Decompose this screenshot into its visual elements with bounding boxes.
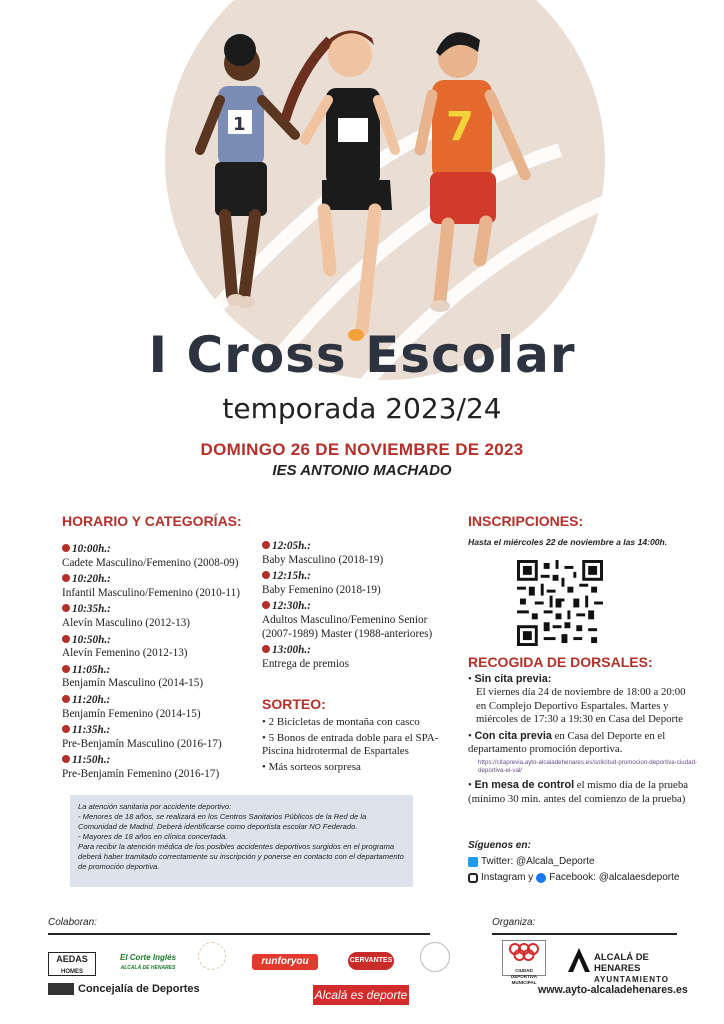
twitter-icon [468,857,478,867]
schedule-category: Baby Femenino (2018-19) [262,583,381,596]
ayuntamiento-city: ALCALÁ DE HENARES [594,952,649,974]
facebook-icon [536,873,546,883]
con-cita-label: Con cita previa [474,729,552,742]
social-heading: Síguenos en: [468,840,531,851]
sorteo-section [262,696,462,776]
dorsales-sin-cita: • Sin cita previa: El viernes día 24 de noviembre de 18:00 a 20:00 en Complejo Deportivo Espartales. Martes y miércoles de 17:30 a 19:30 en Casa del Deporte [468,673,698,727]
twitter-row[interactable] [468,856,698,867]
bullet-dot-icon [262,601,270,609]
dorsales-con-cita: • Con cita previa en Casa del Deporte en el departamento promoción deportiva. [468,729,666,756]
instagram-icon [468,873,478,883]
twitter-handle: Twitter: @Alcala_Deporte [481,856,595,867]
concejalia-label: Concejalía de Deportes [78,983,200,995]
bullet-dot-icon [262,541,270,549]
dorsales-heading: RECOGIDA DE DORSALES: [468,654,653,670]
schedule-time: 13:00h.: [272,644,311,657]
ciudad-deportiva-logo [502,940,546,985]
schedule-right-column [262,540,452,674]
bullet-dot-icon [62,604,70,612]
dorsales-mesa: • En mesa de control el mismo día de la prueba (mínimo 30 min. antes del comienzo de la prueba) [468,779,689,805]
bullet-dot-icon [62,695,70,703]
bullet-dot-icon [62,665,70,673]
concejalia-logo-icon [48,983,74,995]
corte-ingles-logo [120,953,176,973]
qr-code-icon[interactable] [517,560,603,646]
schedule-time: 12:05h.: [272,540,311,552]
school-seal-logo [420,942,450,972]
corte-ingles-city: ALCALÁ DE HENARES [120,965,176,971]
event-subtitle: temporada 2023/24 [222,392,502,425]
citaprevia-link[interactable]: https://citaprevia.ayto-alcaladehenares.es/solicitud-promocion-deportiva-ciudad-deportiva-el-val/ [478,759,698,775]
aedas-logo [48,952,96,976]
schedule-entry [262,644,452,671]
bullet-dot-icon [62,544,70,552]
schedule-time: 11:05h.: [72,663,111,676]
inscripciones-heading: INSCRIPCIONES: [468,513,584,529]
note-line: Para recibir la atención médica de los posibles accidentes deportivos surgidos en el programa deberá haber tramitado correctamente su inscripción y ponerse en contacto con el departamento de promoción deportiva. [78,842,404,871]
ayuntamiento-logo [594,952,684,985]
corte-ingles-text: El Corte Inglés [120,953,177,962]
sorteo-item: • 5 Bonos de entrada doble para el SPA-Piscina hidrotermal de Espartales [262,731,439,757]
schedule-category: Alevín Masculino (2012-13) [62,616,191,629]
schedule-category: Adultos Masculino/Femenino Senior (2007-1989) Master (1988-anteriores) [262,613,433,640]
schedule-entry [262,600,452,641]
mesa-label: En mesa de control [474,779,575,792]
bullet-dot-icon [62,725,70,733]
schedule-entry [62,754,262,781]
sin-cita-text: El viernes día 24 de noviembre de 18:00 a 20:00 en Complejo Deportivo Espartales. Martes y miércoles de 17:30 a 19:30 en Casa del Deporte [476,686,686,726]
footer-divider-right [492,933,677,935]
schedule-category: Baby Masculino (2018-19) [262,553,384,566]
schedule-category: Infantil Masculino/Femenino (2010-11) [62,586,240,599]
alcala-es-deporte-logo: Alcalá es deporte [313,985,409,1005]
olympic-rings-icon [503,941,545,963]
schedule-heading: HORARIO Y CATEGORÍAS: [62,513,242,529]
schedule-entry [62,664,262,691]
schedule-category: Pre-Benjamín Femenino (2016-17) [62,767,220,780]
schedule-category: Benjamín Femenino (2014-15) [62,707,201,720]
sorteo-heading: SORTEO: [262,696,326,712]
schedule-time: 11:35h.: [72,724,111,737]
schedule-category: Alevín Femenino (2012-13) [62,647,188,660]
facebook-handle: Facebook: @alcalaesdeporte [549,872,680,883]
schedule-category: Entrega de premios [262,657,349,670]
schedule-entry [262,570,452,597]
schedule-category: Benjamín Masculino (2014-15) [62,677,204,690]
ayuntamiento-emblem-icon [566,946,592,974]
aedas-homes-text: HOMES [60,969,83,975]
sorteo-list [262,716,462,774]
social-section [468,840,698,883]
bullet-dot-icon [262,571,270,579]
event-venue: IES ANTONIO MACHADO [272,462,452,479]
ayuntamiento-label: AYUNTAMIENTO [594,975,669,984]
mesa-text: el mismo día de la prueba (mínimo 30 min. antes del comienzo de la prueba) [468,779,689,805]
schedule-entry [62,543,262,570]
dorsales-section [468,654,698,806]
inscripciones-section [468,513,698,547]
footer-divider-left [48,933,430,935]
schedule-entry [62,724,262,751]
instagram-label: Instagram y [481,872,534,883]
colaboran-label: Colaboran: [48,917,97,928]
website-link[interactable]: www.ayto-alcaladehenares.es [538,984,688,996]
schedule-time: 11:20h.: [72,693,111,706]
schedule-category: Pre-Benjamín Masculino (2016-17) [62,737,222,750]
schedule-time: 10:35h.: [72,603,111,616]
schedule-time: 10:20h.: [72,573,111,586]
sorteo-item: • Más sorteos sorpresa [262,760,361,773]
schedule-entry [62,634,262,661]
schedule-entry [262,540,452,567]
schedule-list [62,543,262,782]
note-line: - Mayores de 18 años en clínica concertada. [78,832,228,841]
schedule-category: Cadete Masculino/Femenino (2008-09) [62,556,239,569]
ciudad-deportiva-text: CIUDAD DEPORTIVA MUNICIPAL [511,968,537,985]
note-line: La atención sanitaria por accidente deportivo: [78,802,232,811]
cervantes-logo: CERVANTES [348,952,394,970]
instagram-facebook-row[interactable] [468,872,698,883]
svg-text:1: 1 [233,114,246,135]
aedas-text: AEDAS [56,954,88,964]
runner-left [200,34,295,308]
footprints-logo [198,942,226,970]
bullet-dot-icon [62,635,70,643]
organiza-label: Organiza: [492,917,536,928]
bullet-dot-icon [62,574,70,582]
sorteo-item: • 2 Bicicletas de montaña con casco [262,716,420,728]
bullet-dot-icon [262,645,270,653]
event-title: I Cross Escolar [148,326,576,384]
note-line: - Menores de 18 años, se realizará en los Centros Sanitarios Públicos de la Red de la Comunidad de Madrid. Deberá identificarse como deportista escolar NO Federado. [78,812,367,831]
svg-text:7: 7 [446,104,474,150]
medical-note-box [70,795,413,887]
inscripciones-deadline: Hasta el miércoles 22 de noviembre a las 14:00h. [468,537,668,547]
schedule-time: 10:00h.: [72,543,111,555]
schedule-time: 11:50h.: [72,754,111,767]
schedule-time: 12:15h.: [272,570,311,583]
schedule-time: 12:30h.: [272,600,311,613]
con-cita-text: en Casa del Deporte en el departamento promoción deportiva. [468,729,666,756]
runforyou-logo: runforyou [252,954,318,970]
schedule-entry [62,573,262,600]
schedule-time: 10:50h.: [72,633,111,646]
schedule-left-column [62,513,262,785]
bullet-dot-icon [62,755,70,763]
schedule-entry [62,603,262,630]
sin-cita-label: Sin cita previa: [474,673,552,685]
schedule-entry [62,694,262,721]
event-date: DOMINGO 26 DE NOVIEMBRE DE 2023 [200,440,524,459]
